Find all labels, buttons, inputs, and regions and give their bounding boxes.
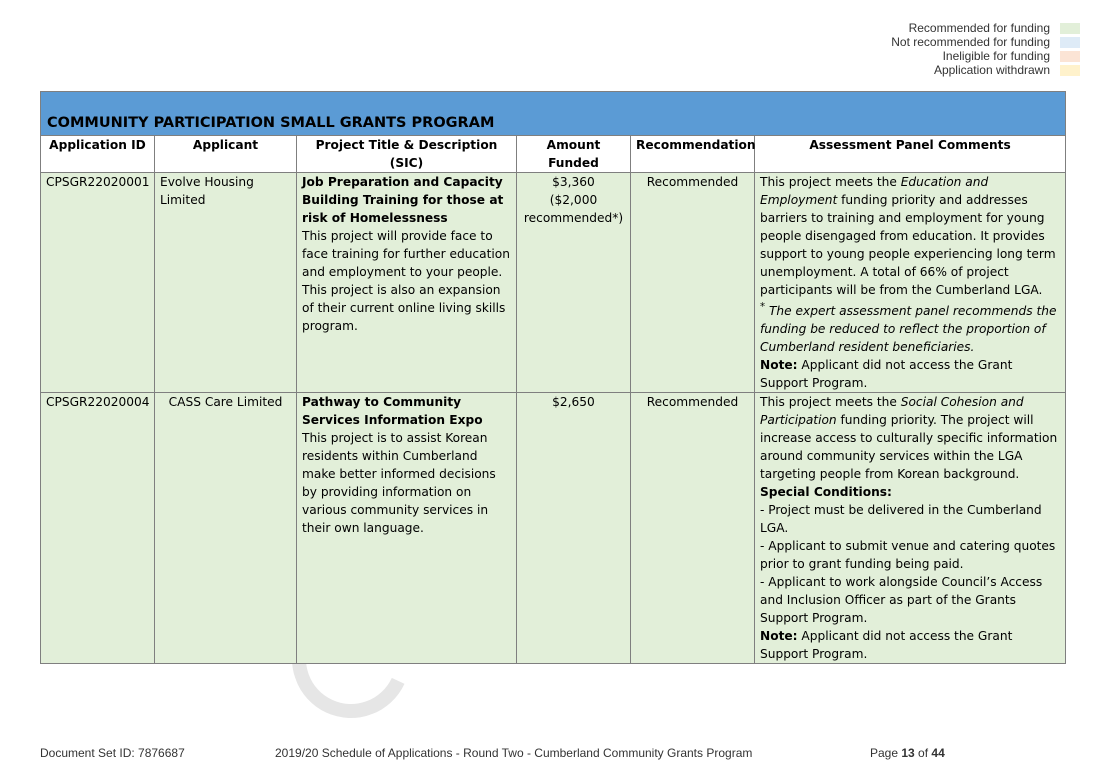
comment-paragraph: This project meets the Education and Employment funding priority and addresses barriers to training and employment for young people disengaged from education. It provides support to young people experiencing long term unemployment. A total of 66% of project participants will be from the Cumberland LGA. (760, 175, 1056, 297)
legend-item-withdrawn (891, 63, 1080, 77)
legend-label: Recommended for funding (908, 21, 1050, 35)
application-id: CPSGR22020004 (41, 393, 155, 664)
project-title: Pathway to Community Services Information Expo (302, 395, 483, 428)
header-amount: Amount Funded (517, 136, 631, 173)
legend-label: Ineligible for funding (942, 49, 1050, 63)
amount-note: ($2,000 recommended*) (523, 193, 624, 225)
condition-item: - Project must be delivered in the Cumberland LGA. (760, 503, 1042, 536)
comment-paragraph: This project meets the Social Cohesion and Participation funding priority. The project will increase access to culturally specific information around community services within the LGA targeting people from Korean background. (760, 395, 1058, 482)
legend-item-ineligible (891, 49, 1080, 63)
legend-item-not-recommended (891, 35, 1080, 49)
grants-table (40, 91, 1066, 664)
condition-item: - Applicant to submit venue and catering quotes prior to grant funding being paid. (760, 539, 1056, 572)
header-recommendation: Recommendation (631, 136, 755, 173)
legend-item-recommended (891, 21, 1080, 35)
comment-footnote: * The expert assessment panel recommends the funding be reduced to reflect the proportion of Cumberland resident beneficiaries. (760, 302, 1057, 355)
legend-swatch (1060, 37, 1080, 48)
legend-swatch (1060, 23, 1080, 34)
header-comments: Assessment Panel Comments (755, 136, 1066, 173)
header-application-id: Application ID (41, 136, 155, 173)
condition-item: - Applicant to work alongside Council’s Access and Inclusion Officer as part of the Grants Support Program. (760, 575, 1043, 626)
comment-note: Note: Applicant did not access the Grant Support Program. (760, 629, 1013, 662)
project-cell (297, 393, 517, 664)
amount-cell (517, 393, 631, 664)
amount-cell (517, 173, 631, 393)
comment-note: Note: Applicant did not access the Grant Support Program. (760, 358, 1013, 391)
application-id: CPSGR22020001 (41, 173, 155, 393)
applicant-name: CASS Care Limited (155, 393, 297, 664)
legend-swatch (1060, 65, 1080, 76)
panel-comments (755, 393, 1066, 664)
funding-legend (891, 21, 1080, 77)
panel-comments (755, 173, 1066, 393)
applicant-name: Evolve Housing Limited (155, 173, 297, 393)
project-cell (297, 173, 517, 393)
document-title: 2019/20 Schedule of Applications - Round Two - Cumberland Community Grants Program (275, 746, 753, 760)
recommendation: Recommended (631, 173, 755, 393)
legend-label: Not recommended for funding (891, 35, 1050, 49)
project-description: This project is to assist Korean residents within Cumberland make better informed decisions by providing information on various community services in their own language. (302, 431, 496, 536)
recommendation: Recommended (631, 393, 755, 664)
amount-funded: $2,650 (552, 395, 595, 410)
header-applicant: Applicant (155, 136, 297, 173)
table-row (41, 393, 1066, 664)
project-description: This project will provide face to face training for further education and employment to your people. This project is also an expansion of their current online living skills program. (302, 229, 510, 333)
program-title: COMMUNITY PARTICIPATION SMALL GRANTS PROGRAM (41, 92, 1066, 136)
table-row (41, 173, 1066, 393)
page-number: Page 13 of 44 (870, 746, 945, 760)
table-header-row (41, 136, 1066, 173)
project-title: Job Preparation and Capacity Building Training for those at risk of Homelessness (302, 175, 504, 225)
special-conditions-label: Special Conditions: (760, 485, 892, 500)
legend-label: Application withdrawn (933, 63, 1050, 77)
legend-swatch (1060, 51, 1080, 62)
amount-funded: $3,360 (552, 175, 595, 189)
document-set-id: Document Set ID: 7876687 (40, 746, 185, 760)
header-project: Project Title & Description (SIC) (297, 136, 517, 173)
